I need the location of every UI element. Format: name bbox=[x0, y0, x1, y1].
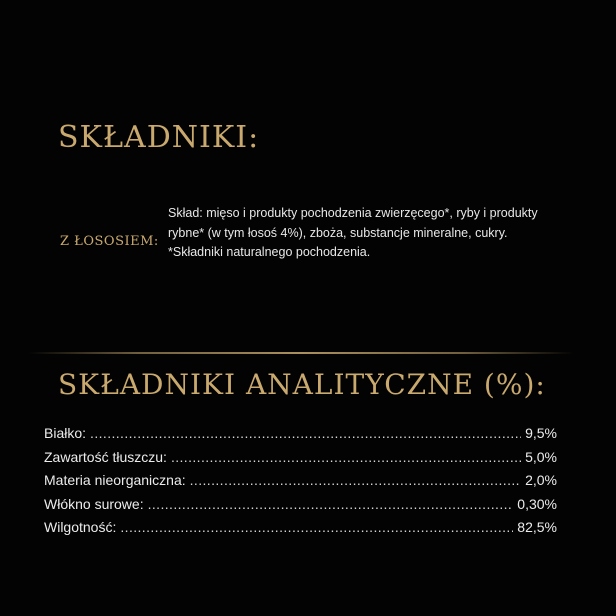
row-name: Białko: bbox=[44, 425, 87, 441]
row-value: 9,5% bbox=[525, 425, 557, 441]
dot-leader bbox=[190, 472, 521, 488]
composition-text: Skład: mięso i produkty pochodzenia zwierzęcego*, ryby i produkty rybne* (w tym łosoś 4%), zboża, substancje mineralne, cukry. bbox=[168, 206, 538, 240]
row-name: Zawartość tłuszczu: bbox=[44, 448, 167, 465]
analysis-row bbox=[44, 449, 557, 473]
dot-leader bbox=[120, 519, 513, 535]
dot-leader bbox=[171, 449, 521, 465]
variant-label: Z ŁOSOSIEM: bbox=[60, 234, 159, 249]
dot-leader bbox=[148, 496, 514, 512]
row-value: 5,0% bbox=[525, 448, 557, 465]
row-value: 0,30% bbox=[517, 495, 557, 512]
ingredients-text bbox=[168, 204, 548, 263]
analysis-row bbox=[44, 519, 557, 543]
ingredients-heading: SKŁADNIKI: bbox=[58, 120, 260, 155]
analysis-row bbox=[44, 425, 557, 449]
row-name: Włókno surowe: bbox=[44, 495, 144, 512]
gold-divider bbox=[28, 352, 574, 354]
row-name: Wilgotność: bbox=[44, 519, 117, 535]
analysis-row bbox=[44, 472, 557, 496]
dot-leader bbox=[90, 425, 521, 441]
analysis-row bbox=[44, 496, 557, 520]
analytical-heading: SKŁADNIKI ANALITYCZNE (%): bbox=[58, 368, 546, 401]
row-value: 2,0% bbox=[525, 472, 557, 488]
analysis-table bbox=[44, 425, 557, 543]
row-name: Materia nieorganiczna: bbox=[44, 472, 186, 488]
row-value: 82,5% bbox=[517, 519, 557, 535]
footnote-text: *Składniki naturalnego pochodzenia. bbox=[168, 245, 371, 259]
